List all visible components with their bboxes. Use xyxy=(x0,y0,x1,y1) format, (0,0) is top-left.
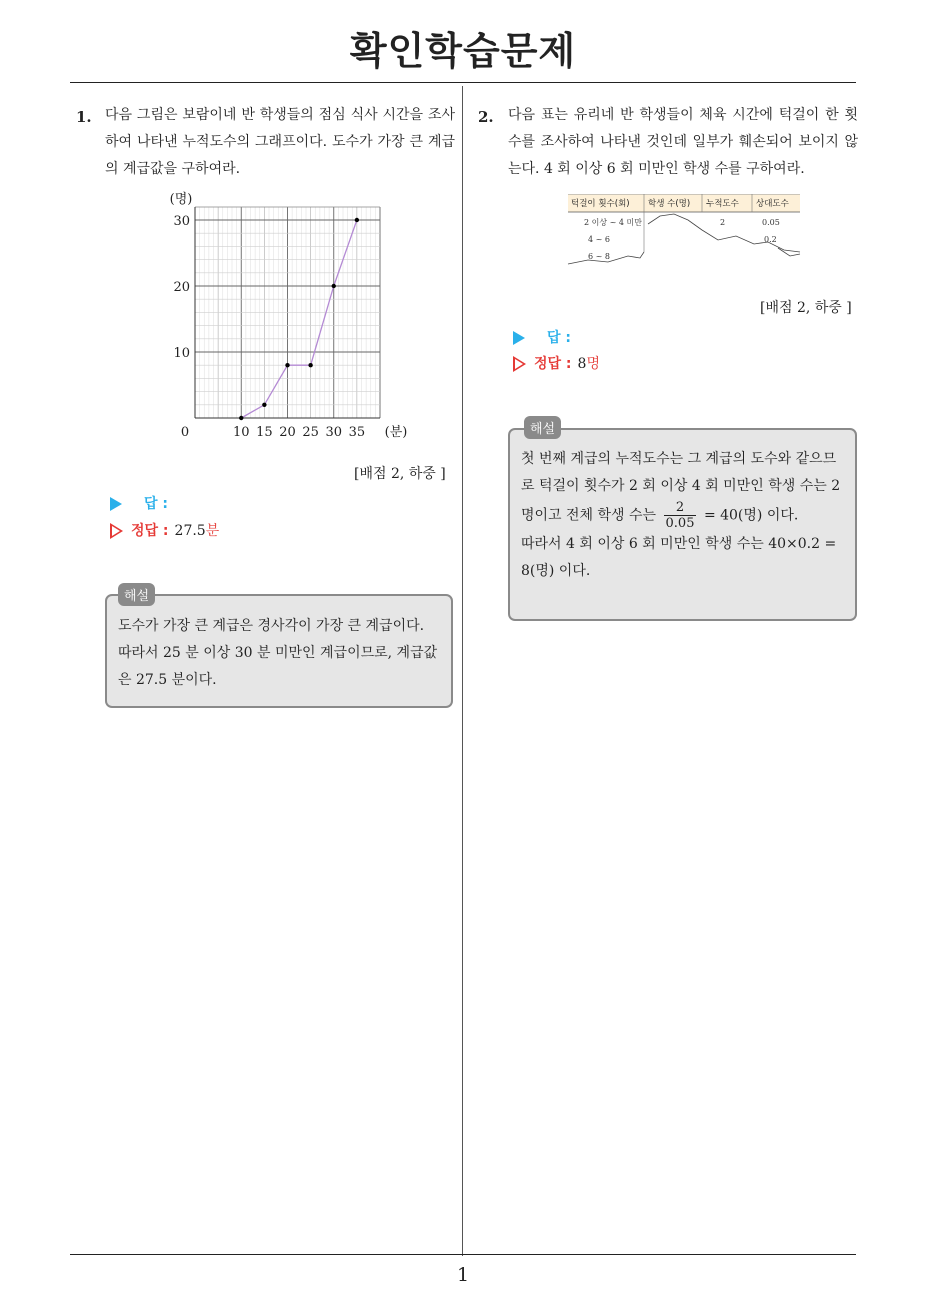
q2-answer-row[interactable] xyxy=(513,327,571,347)
q2-expl-line1: 첫 번째 계급의 누적도수는 그 계급의 도수와 같으므로 턱걸이 횟수가 2 회 이상 4 회 미만인 학생 수는 2 명이고 전체 학생 수는 xyxy=(521,451,841,524)
table-cell-r2-c1: 4 ~ 6 xyxy=(588,235,610,244)
q2-frac-num: 2 xyxy=(664,500,697,516)
q2-correct-label: 정답 : xyxy=(534,356,572,372)
q2-correct-unit: 명 xyxy=(586,356,600,372)
page-number: 1 xyxy=(456,1264,470,1286)
q1-explanation: 도수가 가장 큰 계급은 경사각이 가장 큰 계급이다. 따라서 25 분 이상 30 분 미만인 계급이므로, 계급값은 27.5 분이다. xyxy=(118,618,438,688)
data-point xyxy=(239,416,243,420)
play-triangle-icon xyxy=(513,331,525,345)
q1-correct-label: 정답 : xyxy=(131,523,169,539)
q2-answer-label: 답 : xyxy=(547,330,571,346)
q2-explanation xyxy=(521,446,845,585)
y-tick-label: 10 xyxy=(173,346,190,361)
q2-explanation-tag: 해설 xyxy=(524,416,561,439)
q2-expl-line1-end: = 40(명) 이다. xyxy=(703,507,799,524)
damaged-frequency-table xyxy=(568,194,800,266)
q1-score: [배점 2, 하중 ] xyxy=(354,466,446,482)
q1-chart xyxy=(160,192,408,442)
data-point xyxy=(332,284,336,288)
table-header-3: 누적도수 xyxy=(706,199,739,209)
data-point xyxy=(285,363,289,367)
data-point xyxy=(262,403,266,407)
table-cell-r1-c4: 0.05 xyxy=(762,218,780,227)
q2-frac-den: 0.05 xyxy=(665,516,695,531)
y-axis-label: (명) xyxy=(169,192,193,207)
table-header-4: 상대도수 xyxy=(756,199,789,209)
q1-text: 다음 그림은 보람이네 반 학생들의 점심 식사 시간을 조사하여 나타낸 누적도수의 그래프이다. 도수가 가장 큰 계급의 계급값을 구하여라. xyxy=(105,107,455,177)
table-cell-r2-c4: 0.2 xyxy=(764,235,777,244)
q2-number: 2. xyxy=(478,108,494,126)
play-triangle-icon xyxy=(110,497,122,511)
data-point xyxy=(355,218,359,222)
q2-text: 다음 표는 유리네 반 학생들이 체육 시간에 턱걸이 한 횟수를 조사하여 나타낸 것인데 일부가 훼손되어 보이지 않는다. 4 회 이상 6 회 미만인 학생 수를 구하여라. xyxy=(508,107,858,177)
x-tick-label: 15 xyxy=(256,425,273,440)
open-triangle-icon xyxy=(513,356,526,372)
x-tick-label: 0 xyxy=(180,425,190,440)
q1-answer-label: 답 : xyxy=(144,496,168,512)
table-cell-r1-c1: 2 이상 ~ 4 미만 xyxy=(584,218,642,227)
q1-correct-row xyxy=(110,520,219,540)
page-title: 확인학습문제 xyxy=(349,29,577,73)
table-cell-r3-c1: 6 ~ 8 xyxy=(588,252,610,261)
q1-correct-unit: 분 xyxy=(205,523,220,539)
table-header-2: 학생 수(명) xyxy=(648,199,691,209)
q1-number: 1. xyxy=(76,108,92,126)
series-line xyxy=(241,220,357,418)
y-tick-label: 20 xyxy=(173,280,190,295)
cumulative-frequency-graph xyxy=(160,192,408,442)
q2-fraction xyxy=(664,500,697,531)
data-point xyxy=(308,363,312,367)
y-tick-label: 30 xyxy=(173,214,190,229)
q2-expl-line2: 따라서 4 회 이상 6 회 미만인 학생 수는 40×0.2 = 8(명) 이다. xyxy=(521,536,837,579)
x-tick-label: 20 xyxy=(279,425,296,440)
q2-correct-row xyxy=(513,353,600,373)
q2-correct-value: 8 xyxy=(577,356,587,372)
q1-answer-row[interactable] xyxy=(110,493,168,513)
x-tick-label: 30 xyxy=(325,425,343,440)
table-header-1: 턱걸이 횟수(회) xyxy=(571,199,630,209)
top-rule xyxy=(70,82,856,83)
q1-explanation-tag: 해설 xyxy=(118,583,155,606)
q1-correct-value: 27.5 xyxy=(174,523,206,539)
column-divider xyxy=(462,86,463,1256)
x-tick-label: 35 xyxy=(348,425,366,440)
x-axis-label: (분) xyxy=(384,425,408,440)
x-tick-label: 25 xyxy=(302,425,319,440)
q2-score: [배점 2, 하중 ] xyxy=(760,300,852,316)
bottom-rule xyxy=(70,1254,856,1255)
table-cell-r1-c3: 2 xyxy=(720,218,726,227)
open-triangle-icon xyxy=(110,523,123,539)
x-tick-label: 10 xyxy=(232,425,250,440)
